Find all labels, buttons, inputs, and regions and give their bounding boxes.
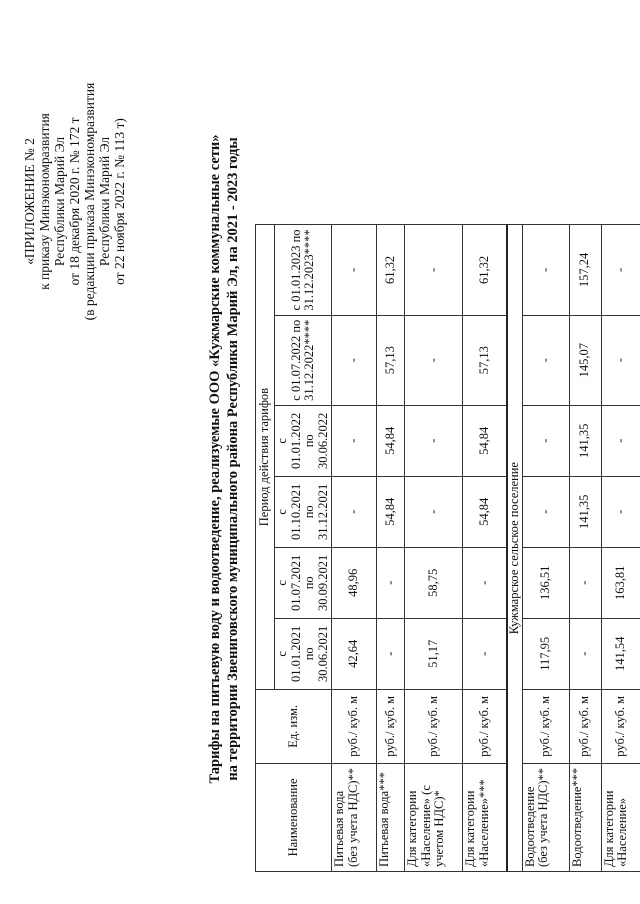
period-header: Период действия тарифов	[256, 225, 275, 690]
row-name-cell: Водоотведение***	[569, 763, 601, 871]
tariff-table-body	[256, 225, 640, 872]
tariff-value-cell: -	[601, 405, 640, 476]
tariff-value-cell: 61,32	[377, 225, 405, 315]
tariff-value-cell: 141,54	[601, 618, 640, 689]
tariff-value-cell: 51,17	[405, 618, 463, 689]
tariff-value-cell: -	[332, 315, 377, 405]
tariff-value-cell: 54,84	[463, 476, 507, 547]
period-header-cell: с 01.01.2022 по 30.06.2022	[275, 405, 332, 476]
row-name-cell: Для категории «Население» (с учетом НДС)*	[405, 763, 463, 871]
header-line: к приказу Минэкономразвития	[37, 113, 52, 290]
tariff-table	[255, 224, 640, 872]
header-line: от 18 декабря 2020 г. № 172 т	[67, 117, 82, 286]
header-line: «ПРИЛОЖЕНИЕ № 2	[22, 138, 37, 265]
tariff-value-cell: 48,96	[332, 547, 377, 618]
period-header-cell: с 01.01.2021 по 30.06.2021	[275, 618, 332, 689]
row-unit-cell: руб./ куб. м	[405, 689, 463, 763]
tariff-value-cell: 136,51	[522, 547, 569, 618]
tariff-value-cell: -	[522, 225, 569, 315]
period-header-cell: с 01.10.2021 по 31.12.2021	[275, 476, 332, 547]
header-line: от 22 ноября 2022 г. № 113 т)	[112, 118, 127, 285]
tariff-value-cell: 117,95	[522, 618, 569, 689]
header-line: (в редакции приказа Минэкономразвития	[82, 82, 97, 321]
tariff-value-cell: 61,32	[463, 225, 507, 315]
tariff-value-cell: -	[377, 618, 405, 689]
tariff-value-cell: -	[601, 315, 640, 405]
row-unit-cell: руб./ куб. м	[463, 689, 507, 763]
tariff-value-cell: 163,81	[601, 547, 640, 618]
tariff-value-cell: -	[569, 547, 601, 618]
document-title	[206, 24, 242, 894]
tariff-value-cell: -	[377, 547, 405, 618]
row-name-cell: Для категории «Население»	[601, 763, 640, 871]
tariff-value-cell: -	[332, 225, 377, 315]
period-header-cell: с 01.07.2021 по 30.09.2021	[275, 547, 332, 618]
tariff-value-cell: 54,84	[377, 476, 405, 547]
tariff-value-cell: 157,24	[569, 225, 601, 315]
row-unit-cell: руб./ куб. м	[569, 689, 601, 763]
tariff-value-cell: -	[463, 618, 507, 689]
tariff-value-cell: 54,84	[377, 405, 405, 476]
header-line: Республики Марий Эл	[52, 136, 67, 267]
tariff-value-cell: 54,84	[463, 405, 507, 476]
row-unit-cell: руб./ куб. м	[601, 689, 640, 763]
row-unit-cell: руб./ куб. м	[522, 689, 569, 763]
tariff-value-cell: 57,13	[463, 315, 507, 405]
period-header-cell: с 01.07.2022 по 31.12.2022****	[275, 315, 332, 405]
tariff-value-cell: 145,07	[569, 315, 601, 405]
header-line: Республики Марий Эл	[97, 136, 112, 267]
title-line: Тарифы на питьевую воду и водоотведение, реализуемые ООО «Кужмарские коммунальные сети»	[207, 134, 223, 784]
tariff-value-cell: -	[405, 476, 463, 547]
tariff-value-cell: -	[522, 405, 569, 476]
tariff-value-cell: 141,35	[569, 476, 601, 547]
table-row	[569, 225, 601, 872]
tariff-value-cell: -	[522, 476, 569, 547]
tariff-value-cell: -	[332, 405, 377, 476]
tariff-value-cell: -	[522, 315, 569, 405]
section-row	[507, 225, 523, 872]
tariff-value-cell: -	[601, 476, 640, 547]
tariff-value-cell: 141,35	[569, 405, 601, 476]
row-unit-cell: руб./ куб. м	[332, 689, 377, 763]
col-header-unit: Ед. изм.	[256, 689, 332, 763]
period-header-cell: с 01.01.2023 по 31.12.2023****	[275, 225, 332, 315]
table-row	[522, 225, 569, 872]
table-row	[377, 225, 405, 872]
tariff-value-cell: -	[405, 405, 463, 476]
row-name-cell: Водоотведение (без учета НДС)**	[522, 763, 569, 871]
row-name-cell: Питьевая вода***	[377, 763, 405, 871]
tariff-value-cell: -	[601, 225, 640, 315]
tariff-value-cell: -	[405, 315, 463, 405]
tariff-value-cell: 42,64	[332, 618, 377, 689]
row-name-cell: Для категории «Население»***	[463, 763, 507, 871]
tariff-value-cell: -	[569, 618, 601, 689]
tariff-value-cell: -	[332, 476, 377, 547]
table-row	[463, 225, 507, 872]
tariff-value-cell: -	[463, 547, 507, 618]
tariff-value-cell: 57,13	[377, 315, 405, 405]
table-row	[405, 225, 463, 872]
appendix-header	[22, 29, 127, 374]
section-label: Кужмарское сельское поселение	[507, 225, 523, 872]
col-header-name: Наименование	[256, 763, 332, 871]
table-row	[332, 225, 377, 872]
row-name-cell: Питьевая вода (без учета НДС)**	[332, 763, 377, 871]
tariff-value-cell: 58,75	[405, 547, 463, 618]
table-row	[601, 225, 640, 872]
row-unit-cell: руб./ куб. м	[377, 689, 405, 763]
tariff-value-cell: -	[405, 225, 463, 315]
title-line: на территории Звениговского муниципального района Республики Марий Эл, на 2021 - 2023 годы	[225, 137, 241, 781]
